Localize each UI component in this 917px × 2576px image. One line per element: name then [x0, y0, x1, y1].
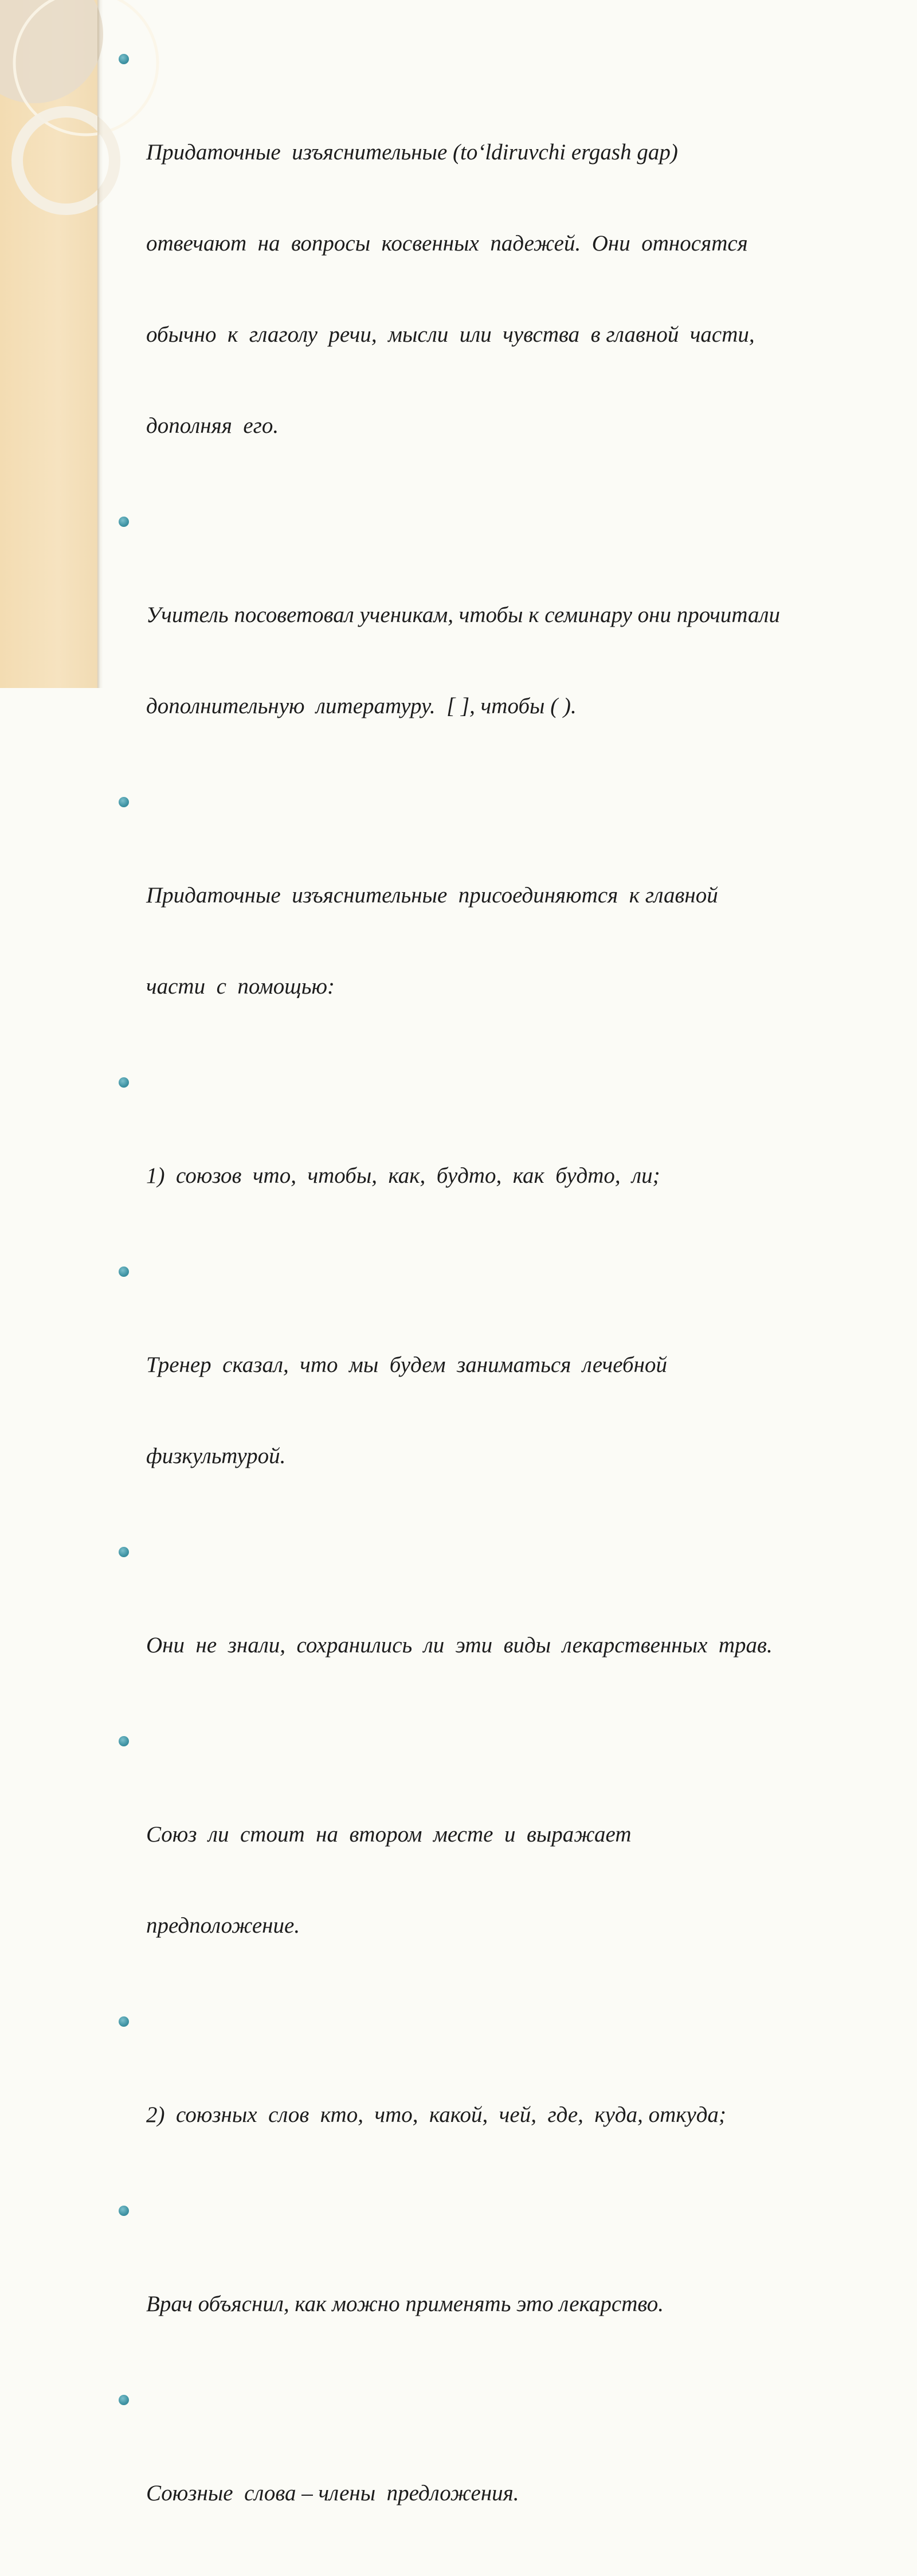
bullet-line: отвечают на вопросы косвенных падежей. Они относятся [146, 231, 748, 256]
bullet-item [115, 2198, 877, 2380]
bullet-item [115, 46, 877, 502]
bullet-item [115, 1069, 877, 1252]
bullet-line: 2) союзных слов кто, что, какой, чей, где, куда, откуда; [146, 2102, 726, 2127]
bullet-line: Союзные слова – члены предложения. [146, 2481, 519, 2505]
bullet-dot-icon [119, 2016, 129, 2027]
panel-edge-shadow [97, 0, 103, 688]
bullet-line: части с помощью: [146, 974, 335, 999]
bullet-line: предположение. [146, 1913, 300, 1938]
bullet-line: Они не знали, сохранились ли эти виды лекарственных трав. [146, 1633, 773, 1658]
bullet-item [115, 789, 877, 1062]
bullet-item [115, 1539, 877, 1721]
bullet-dot-icon [119, 1547, 129, 1557]
bullet-item [115, 2008, 877, 2191]
bullet-item [115, 1258, 877, 1532]
bullet-dot-icon [119, 2206, 129, 2216]
decorative-circles-graphic [0, 0, 97, 688]
bullet-dot-icon [119, 1077, 129, 1088]
bullet-line: физкультурой. [146, 1444, 286, 1468]
bullet-line: обычно к глаголу речи, мысли или чувства в главной части, [146, 322, 755, 347]
bullet-dot-icon [119, 1266, 129, 1277]
bullet-dot-icon [119, 797, 129, 807]
bullet-item [115, 509, 877, 782]
bullet-line: дополняя его. [146, 413, 279, 438]
bullet-line: Врач объяснил, как можно применять это лекарство. [146, 2292, 664, 2316]
bullet-dot-icon [119, 517, 129, 527]
bullet-line: Учитель посоветовал ученикам, чтобы к семинару они прочитали [146, 603, 781, 627]
bullet-line: дополнительную литературу. [ ], чтобы ( ). [146, 694, 577, 718]
bullet-line: Придаточные изъяснительные (to‘ldiruvchi ergash gap) [146, 140, 678, 165]
bullet-list [115, 46, 877, 2569]
decorative-side-panel [0, 0, 97, 688]
bullet-dot-icon [119, 54, 129, 64]
slide-content [115, 46, 877, 2576]
bullet-line: Тренер сказал, что мы будем заниматься лечебной [146, 1353, 667, 1377]
bullet-item [115, 2387, 877, 2569]
bullet-item [115, 1728, 877, 2002]
bullet-line: 1) союзов что, чтобы, как, будто, как будто, ли; [146, 1163, 660, 1188]
bullet-dot-icon [119, 2395, 129, 2405]
bullet-line: Придаточные изъяснительные присоединяются к главной [146, 883, 718, 908]
bullet-dot-icon [119, 1736, 129, 1746]
bullet-line: Союз ли стоит на втором месте и выражает [146, 1822, 632, 1847]
